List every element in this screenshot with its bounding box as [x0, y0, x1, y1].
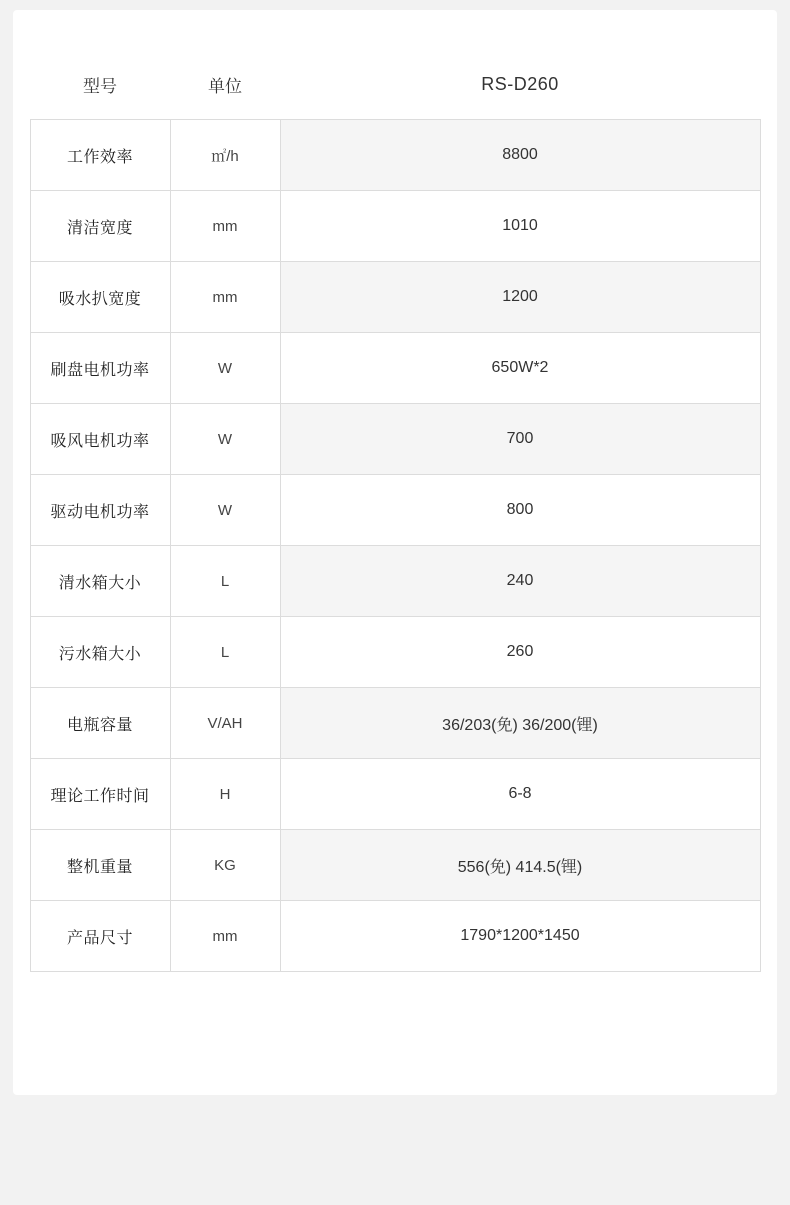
- spec-card: [13, 10, 777, 1095]
- table-row: [30, 475, 760, 546]
- row-unit: H: [170, 759, 280, 830]
- table-row: [30, 404, 760, 475]
- row-unit: mm: [170, 901, 280, 972]
- row-label: 产品尺寸: [30, 901, 170, 972]
- row-unit: L: [170, 546, 280, 617]
- row-value: 1010: [280, 191, 760, 262]
- table-row: [30, 688, 760, 759]
- table-row: [30, 759, 760, 830]
- row-value: 36/203(免) 36/200(锂): [280, 688, 760, 759]
- table-row: [30, 120, 760, 191]
- row-unit: KG: [170, 830, 280, 901]
- table-row: [30, 830, 760, 901]
- row-label: 吸水扒宽度: [30, 262, 170, 333]
- row-label: 驱动电机功率: [30, 475, 170, 546]
- row-label: 刷盘电机功率: [30, 333, 170, 404]
- table-row: [30, 333, 760, 404]
- row-label: 清水箱大小: [30, 546, 170, 617]
- row-label: 理论工作时间: [30, 759, 170, 830]
- header-model: 型号: [30, 10, 170, 120]
- row-unit: W: [170, 404, 280, 475]
- row-value: 1200: [280, 262, 760, 333]
- row-unit: mm: [170, 191, 280, 262]
- row-value: 800: [280, 475, 760, 546]
- row-unit: mm: [170, 262, 280, 333]
- row-label: 吸风电机功率: [30, 404, 170, 475]
- row-unit: ㎡/h: [170, 120, 280, 191]
- row-value: 1790*1200*1450: [280, 901, 760, 972]
- row-unit: L: [170, 617, 280, 688]
- row-value: 240: [280, 546, 760, 617]
- table-row: [30, 617, 760, 688]
- row-value: 6-8: [280, 759, 760, 830]
- row-value: 700: [280, 404, 760, 475]
- table-row: [30, 191, 760, 262]
- specification-table: [30, 10, 761, 972]
- row-unit: W: [170, 475, 280, 546]
- table-row: [30, 901, 760, 972]
- table-row: [30, 546, 760, 617]
- row-value: 260: [280, 617, 760, 688]
- row-label: 清洁宽度: [30, 191, 170, 262]
- row-value: 650W*2: [280, 333, 760, 404]
- row-value: 556(免) 414.5(锂): [280, 830, 760, 901]
- row-label: 污水箱大小: [30, 617, 170, 688]
- table-header-row: [30, 10, 760, 120]
- table-header: [30, 10, 760, 120]
- row-label: 整机重量: [30, 830, 170, 901]
- row-label: 电瓶容量: [30, 688, 170, 759]
- row-value: 8800: [280, 120, 760, 191]
- header-model-number: RS-D260: [280, 10, 760, 120]
- row-unit: V/AH: [170, 688, 280, 759]
- header-unit: 单位: [170, 10, 280, 120]
- table-body: [30, 120, 760, 972]
- row-label: 工作效率: [30, 120, 170, 191]
- table-row: [30, 262, 760, 333]
- row-unit: W: [170, 333, 280, 404]
